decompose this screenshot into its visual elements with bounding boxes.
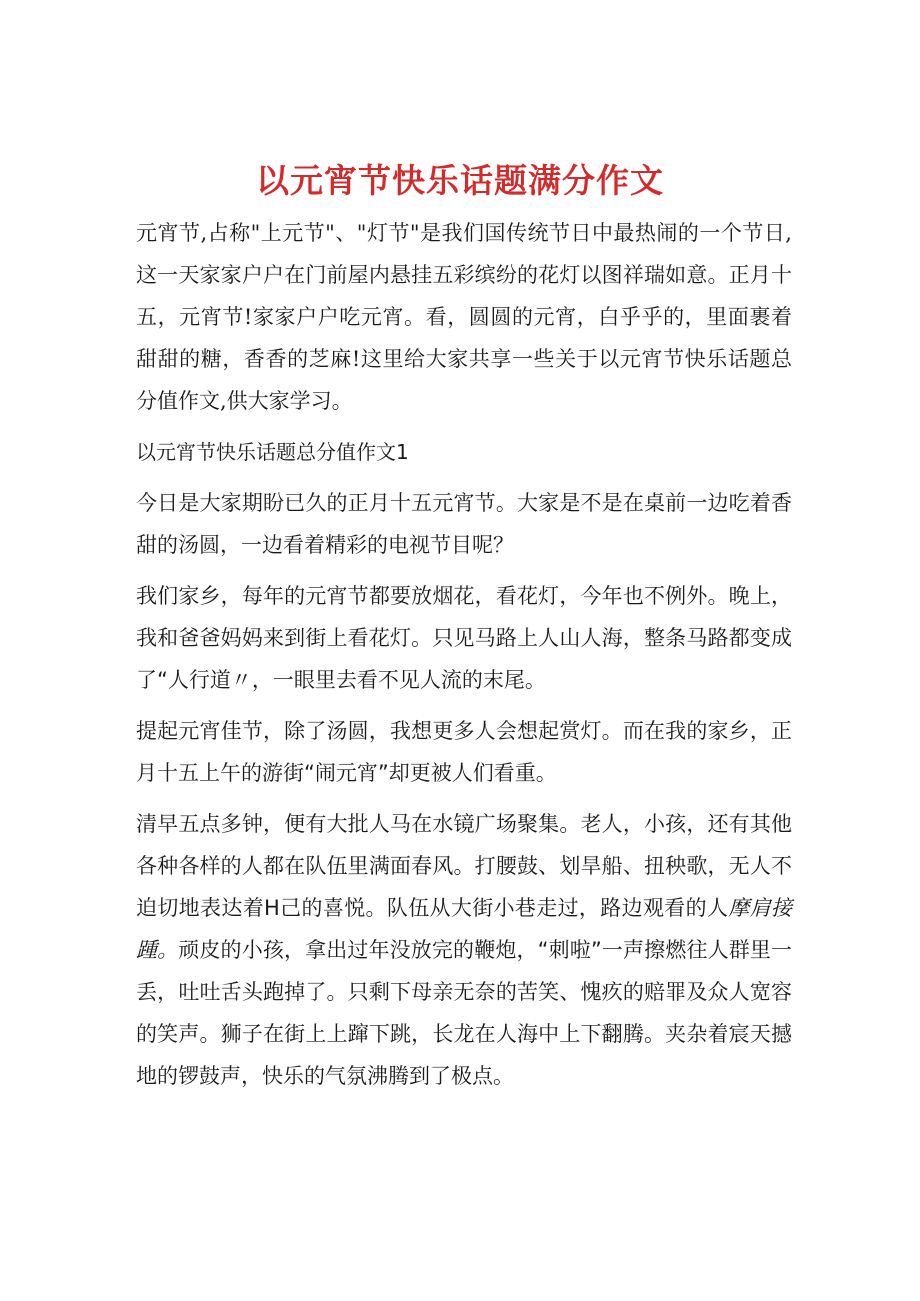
paragraph-4-text-start: 清早五点多钟，便有大批人马在水镜广场聚集。老人，小孩，还有其他各种各样的人都在队伍里满面春风。打腰鼓、划旱船、扭秧歌，无人不迫切地表达着H己的喜悦。队伍从大街小巷走过，路边观看的人 [136, 812, 792, 920]
document-body [136, 212, 792, 1106]
body-paragraph-4 [136, 803, 792, 1097]
essay-subtitle: 以元宵节快乐话题总分值作文1 [136, 440, 409, 464]
paragraph-4-text-end: 顽皮的小孩，拿出过年没放完的鞭炮，“刺啦”一声擦燃往人群里一丢，吐吐舌头跑掉了。只剩下母亲无奈的苦笑、愧疚的赔罪及众人宽容的笑声。狮子在街上上蹿下跳，长龙在人海中上下翻腾。夹杂着宸天撼地的锣鼓声，快乐的气氛沸腾到了极点。 [136, 938, 792, 1088]
body-paragraph-3: 提起元宵佳节，除了汤圆，我想更多人会想起赏灯。而在我的家乡，正月十五上午的游街“闹元宵”却更被人们看重。 [136, 719, 792, 785]
paragraph-4-italic-phrase: 摩肩接踵。 [136, 896, 792, 962]
document-title: 以元宵节快乐话题满分作文 [256, 161, 664, 201]
body-paragraph-2: 我们家乡，每年的元宵节都要放烟花，看花灯，今年也不例外。晚上，我和爸爸妈妈来到街上看花灯。只见马路上人山人海，整条马路都变成了“人行道〃，一眼里去看不见人流的末尾。 [136, 584, 792, 692]
body-paragraph-1: 今日是大家期盼已久的正月十五元宵节。大家是不是在桌前一边吃着香甜的汤圆，一边看着精彩的电视节目呢？ [136, 491, 792, 557]
intro-paragraph: 元宵节,占称"上元节"、"灯节"是我们国传统节日中最热闹的一个节日,这一天家家户户在门前屋内悬挂五彩缤纷的花灯以图祥瑞如意。正月十五，元宵节!家家户户吃元宵。看，圆圆的元宵，白乎乎的，里面裹着甜甜的糖，香香的芝麻!这里给大家共享一些关于以元宵节快乐话题总分值作文,供大家学习。 [136, 221, 792, 413]
